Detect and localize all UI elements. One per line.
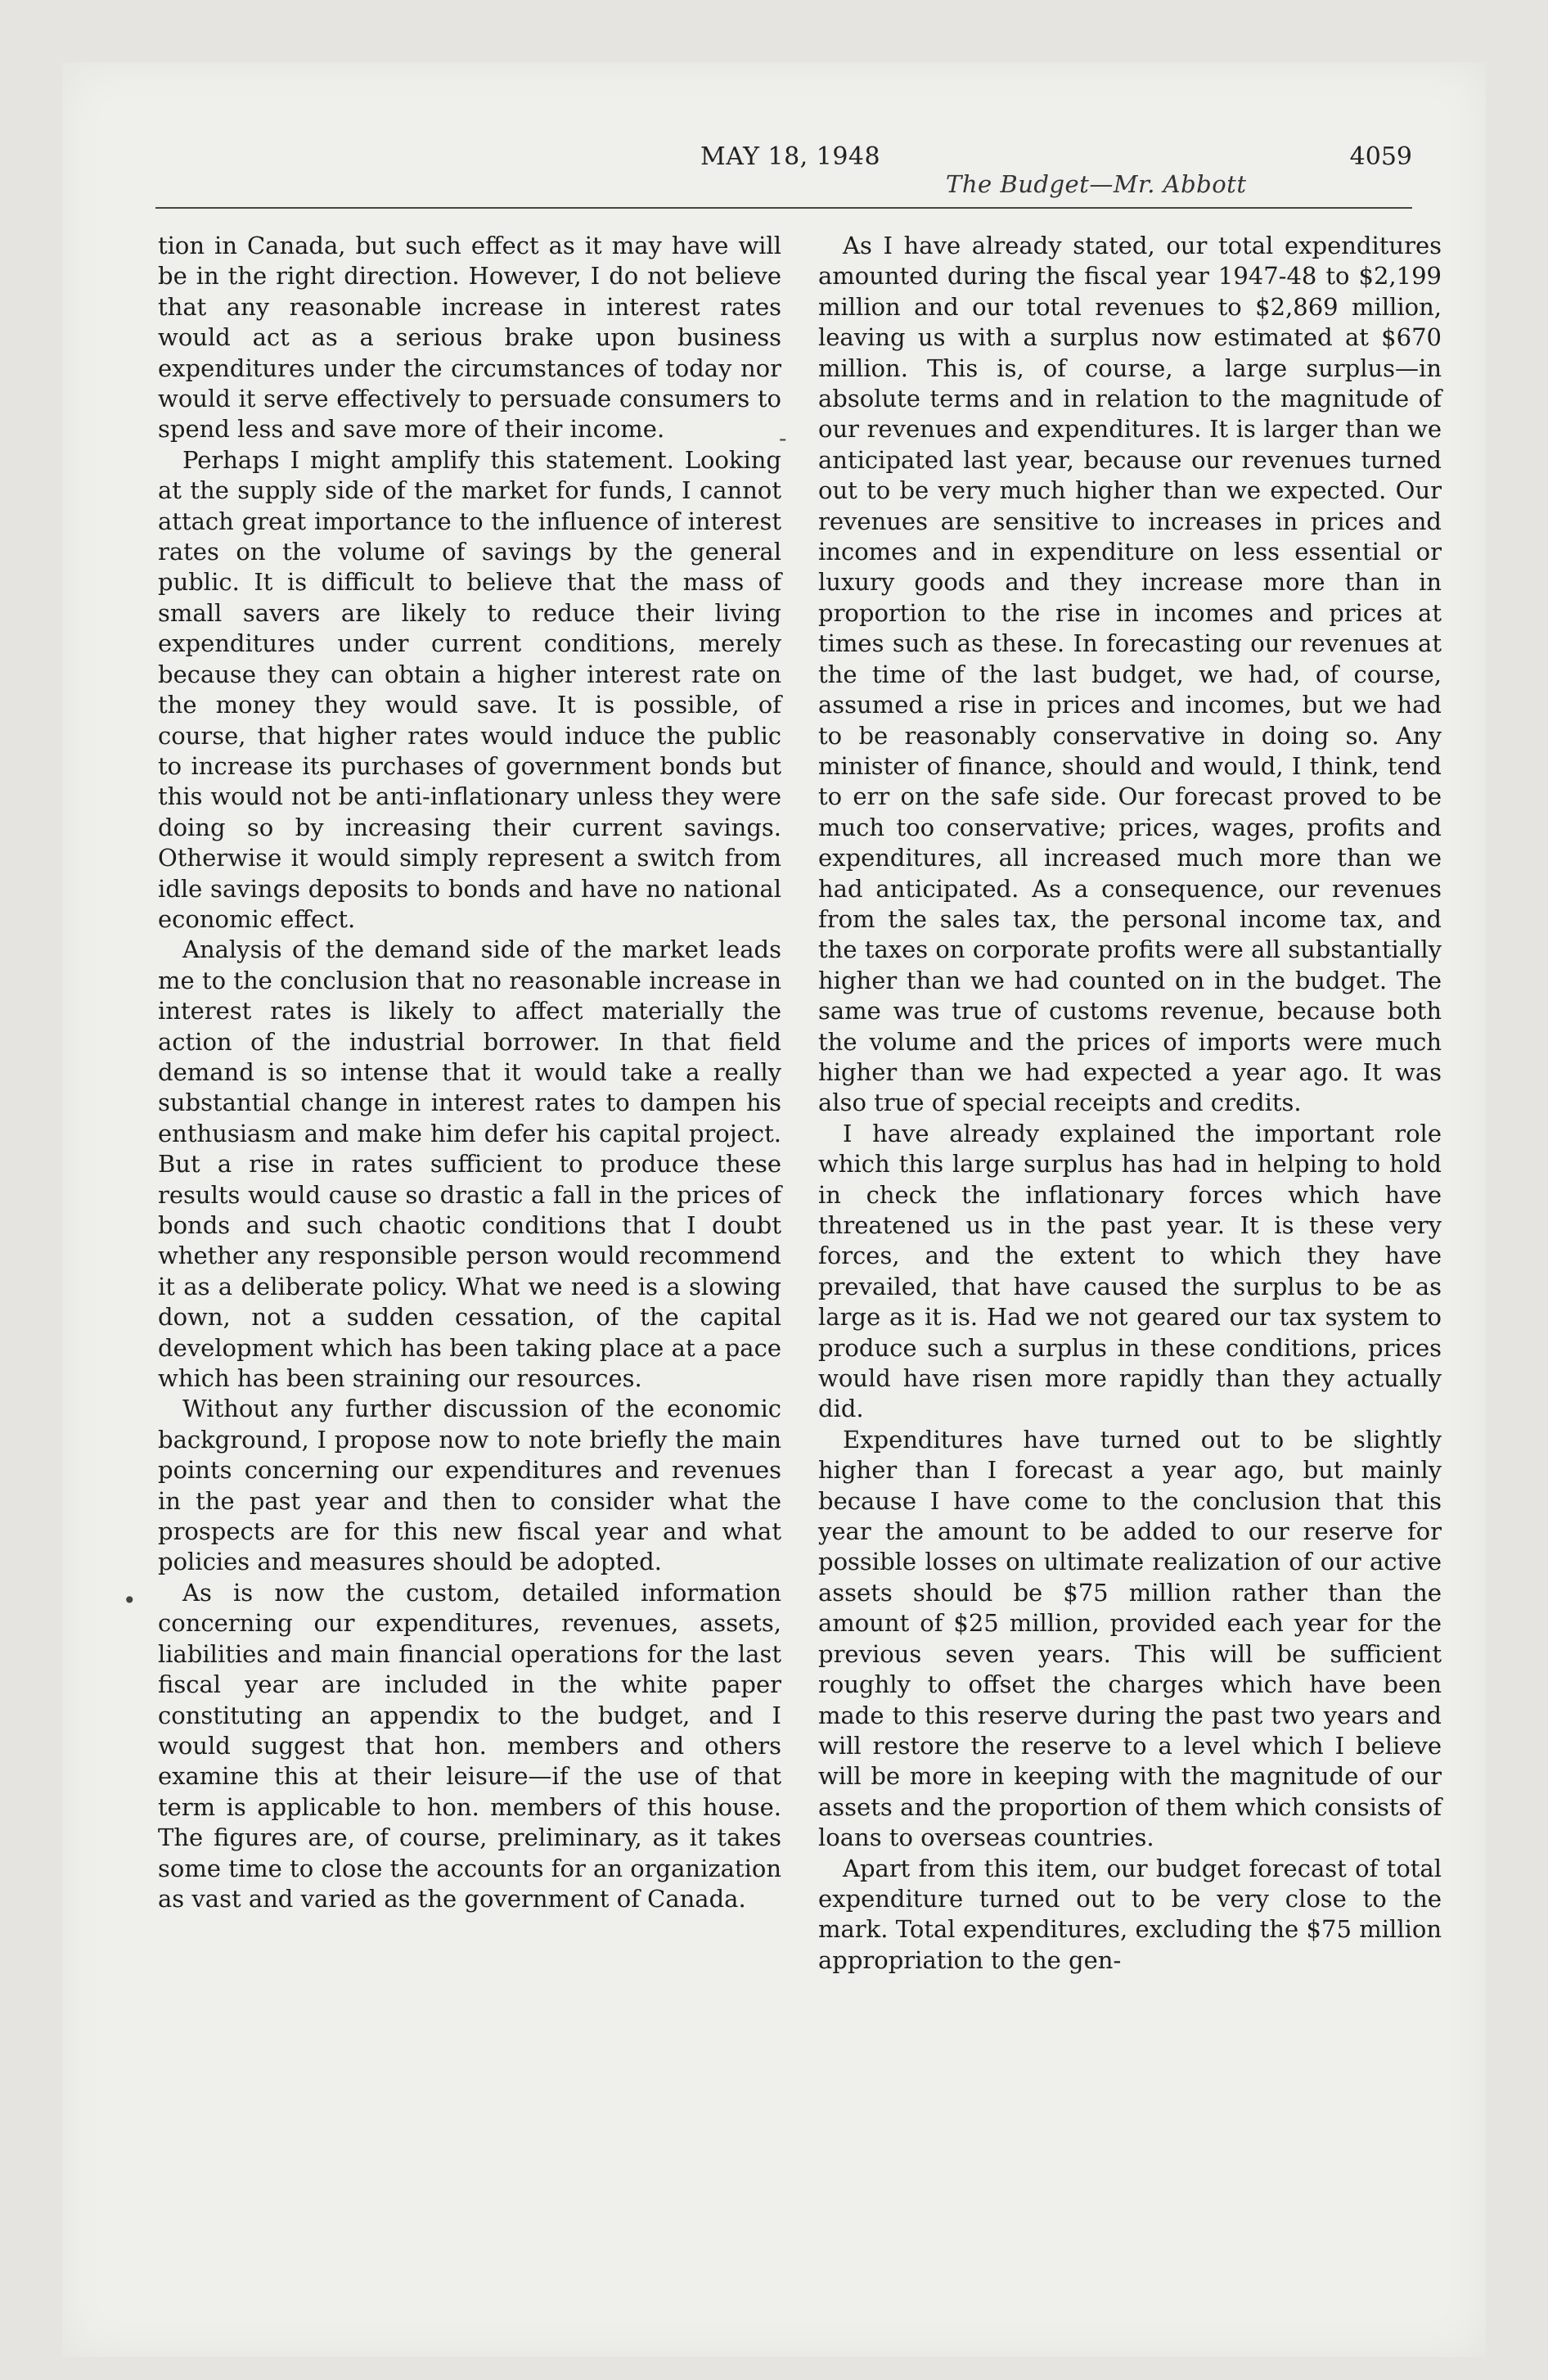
left-paragraph-2: Perhaps I might amplify this statement. Looking at the supply side of the market for funds, I cannot attach great importance to the influence of interest rates on the volume of savings by the general public. It is difficult to believe that the mass of small savers are likely to reduce their living expenditures under current conditions, merely because they can obtain a higher interest rate on the money they would save. It is possible, of course, that higher rates would induce the public to increase its purchases of government bonds but this would not be anti-inflationary unless they were doing so by increasing their current savings. Otherwise it would simply represent a switch from idle savings deposits to bonds and have no national economic effect. [158,445,781,933]
left-paragraph-3: Analysis of the demand side of the market leads me to the conclusion that no reasonable increase in interest rates is likely to affect materially the action of the industrial borrower. In that field demand is so intense that it would take a really substantial change in interest rates to dampen his enthusiasm and make him defer his capital project. But a rise in rates sufficient to produce these results would cause so drastic a fall in the prices of bonds and such chaotic conditions that I doubt whether any responsible person would recommend it as a deliberate policy. What we need is a slowing down, not a sudden cessation, of the capital development which has been taking place at a pace which has been straining our resources. [158,935,781,1393]
margin-tick: - [779,425,787,452]
left-paragraph-5: As is now the custom, detailed information concerning our expenditures, revenues, assets, liabilities and main financial operations for the last fiscal year are included in the white paper constituting an appendix to the budget, and I would suggest that hon. members and others examine this at their leisure—if the use of that term is applicable to hon. members of this house. The figures are, of course, preliminary, as it takes some time to close the accounts for an organization as vast and varied as the government of Canada. [158,1578,781,1913]
margin-dot: • [123,1587,137,1614]
left-column [158,231,781,1914]
header-page-number: 4059 [1349,142,1412,171]
left-paragraph-4: Without any further discussion of the economic background, I propose now to note briefly the main points concerning our expenditures and revenues in the past year and then to consider what the prospects are for this new fiscal year and what policies and measures should be adopted. [158,1395,781,1576]
header-rule [155,207,1412,209]
page-header [62,142,1412,208]
right-column [818,231,1442,1976]
right-paragraph-3: Expenditures have turned out to be slightly higher than I forecast a year ago, but mainly because I have come to the conclusion that this year the amount to be added to our reserve for possible losses on ultimate realization of our active assets should be $75 million rather than the amount of $25 million, provided each year for the previous seven years. This will be sufficient roughly to offset the charges which have been made to this reserve during the past two years and will restore the reserve to a level which I believe will be more in keeping with the magnitude of our assets and the proportion of them which consists of loans to overseas countries. [818,1425,1442,1852]
right-paragraph-2: I have already explained the important role which this large surplus has had in helping to hold in check the inflationary forces which have threatened us in the past year. It is these very forces, and the extent to which they have prevailed, that have caused the surplus to be as large as it is. Had we not geared our tax system to produce such a surplus in these conditions, prices would have risen more rapidly than they actually did. [818,1119,1442,1423]
header-date: MAY 18, 1948 [700,142,881,171]
right-paragraph-1: As I have already stated, our total expenditures amounted during the fiscal year 1947-48 to $2,199 million and our total revenues to $2,869 million, leaving us with a surplus now estimated at $670 million. This is, of course, a large surplus—in absolute terms and in relation to the magnitude of our revenues and expenditures. It is larger than we anticipated last year, because our revenues turned out to be very much higher than we expected. Our revenues are sensitive to increases in prices and incomes and in expenditure on less essential or luxury goods and they increase more than in proportion to the rise in incomes and prices at times such as these. In forecasting our revenues at the time of the last budget, we had, of course, assumed a rise in prices and incomes, but we had to be reasonably conservative in doing so. Any minister of finance, should and would, I think, tend to err on the safe side. Our forecast proved to be much too conservative; prices, wages, profits and expenditures, all increased much more than we had anticipated. As a consequence, our revenues from the sales tax, the personal income tax, and the taxes on corporate profits were all substantially higher than we had counted on in the budget. The same was true of customs revenue, because both the volume and the prices of imports were much higher than we had expected a year ago. It was also true of special receipts and credits. [818,232,1442,1117]
left-paragraph-1: tion in Canada, but such effect as it may have will be in the right direction. However, I do not believe that any reasonable increase in interest rates would act as a serious brake upon business expenditures under the circumstances of today nor would it serve effectively to persuade consumers to spend less and save more of their income. [158,232,781,444]
right-paragraph-4: Apart from this item, our budget forecast of total expenditure turned out to be very close to the mark. Total expenditures, excluding the $75 million appropriation to the gen- [818,1854,1442,1974]
header-subtitle: The Budget—Mr. Abbott [946,170,1247,198]
